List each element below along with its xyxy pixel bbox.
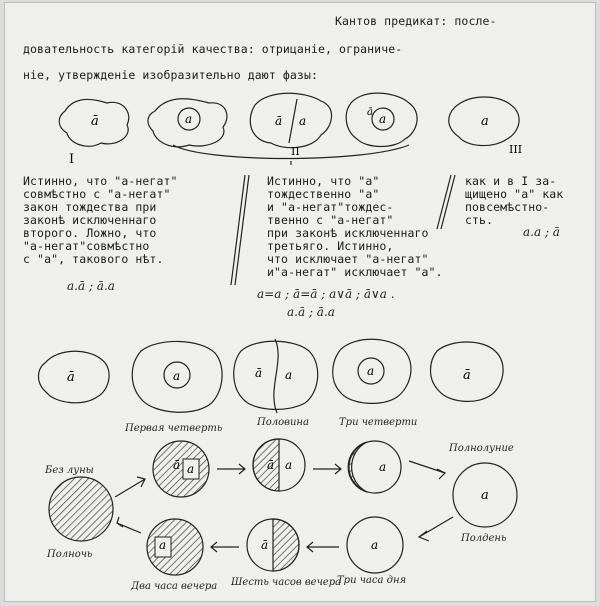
- arrow: [313, 464, 341, 474]
- moon-label: a: [159, 538, 167, 552]
- moon-label: ā: [173, 458, 181, 472]
- moon-label: a: [187, 462, 195, 476]
- moon-first-quarter: [153, 441, 209, 497]
- caption-noon: Полдень: [461, 533, 507, 544]
- col2-line: и"а-негат" исключает "а".: [267, 265, 443, 279]
- sketch-canvas: [5, 3, 597, 603]
- caption-two-hours: Два часа вечера: [131, 581, 218, 592]
- roman-numeral: II: [291, 145, 300, 158]
- top-label: a: [185, 112, 193, 126]
- col1-line: с "а", такового нѣт.: [23, 252, 164, 266]
- col1-line: Истинно, что "а-негат": [23, 174, 178, 188]
- col1-line: законѣ исключеннаго: [23, 213, 157, 227]
- col3-line: повсемѣстно-: [465, 200, 550, 214]
- typed-line-2: довательность категорій качества: отрицаніе, ограниче-: [23, 42, 403, 56]
- top-label: ā: [367, 107, 373, 118]
- moon-label: a: [481, 488, 489, 503]
- col2-line: что исключает "а-негат": [267, 252, 429, 266]
- col1-line: "а-негат"совмѣстно: [23, 239, 150, 253]
- caption-six-hours: Шесть часов вечера: [231, 577, 342, 588]
- second-label: a: [173, 369, 181, 383]
- top-label: ā: [91, 114, 99, 129]
- moon-half-shade: [253, 439, 279, 491]
- col2-line: третьяго. Истинно,: [267, 239, 394, 253]
- second-label: ā: [463, 368, 471, 383]
- second-label: a: [285, 368, 293, 382]
- col2-line: твенно с "а-негат": [267, 213, 394, 227]
- top-label: a: [481, 114, 489, 129]
- moon-three-quarters-shade: [348, 442, 367, 492]
- col2-line: Истинно, что "а": [267, 174, 380, 188]
- col1-line: закон тождества при: [23, 200, 157, 214]
- typed-line-3: ніе, утвержденіе изобразительно дают фазы:: [23, 68, 318, 82]
- second-phase-divider-3: [274, 339, 278, 413]
- separator-lines: [231, 175, 455, 285]
- formula-middle-1: a=a ; ā=ā ; a∨ā ; ā∨a .: [257, 287, 395, 301]
- caption-three-quarters: Три четверти: [339, 417, 418, 428]
- arrow: [117, 517, 141, 533]
- formula-left: a.ā ; ā.a: [67, 279, 115, 293]
- arrow: [217, 464, 245, 474]
- top-label: ā: [275, 114, 283, 128]
- second-label: ā: [67, 370, 75, 385]
- caption-full-moon: Полнолуние: [449, 443, 514, 454]
- formula-middle-2: a.ā ; ā.a: [287, 305, 335, 319]
- caption-first-quarter: Первая четверть: [125, 423, 223, 434]
- arrow: [211, 542, 239, 552]
- moon-label: a: [379, 460, 387, 474]
- col2-line: при законѣ исключеннаго: [267, 226, 429, 240]
- arrow: [115, 477, 145, 497]
- col3-line: как и в I за-: [465, 174, 557, 188]
- caption-three-hours: Три часа дня: [337, 575, 407, 586]
- document-page: [4, 2, 596, 602]
- col3-line: сть.: [465, 213, 494, 227]
- caption-midnight: Полночь: [47, 549, 93, 560]
- top-phase-divider-3: [289, 99, 297, 143]
- top-label: a: [379, 112, 387, 126]
- arrow: [409, 461, 445, 479]
- col2-line: тождественно "а": [267, 187, 380, 201]
- formula-right-margin: a.a ; ā: [523, 225, 560, 239]
- col3-line: щищено "а" как: [465, 187, 564, 201]
- moon-six-hours-shade: [273, 519, 299, 571]
- caption-half: Половина: [257, 417, 309, 428]
- second-label: a: [367, 364, 375, 378]
- col1-line: совмѣстно с "а-негат": [23, 187, 171, 201]
- roman-numeral: I: [69, 152, 75, 167]
- top-label: a: [299, 114, 307, 128]
- moon-label: ā: [261, 538, 269, 552]
- roman-numeral: III: [509, 143, 523, 156]
- moon-label: a: [371, 538, 379, 552]
- caption-no-moon: Без луны: [45, 465, 94, 476]
- top-phase-blob-3: [250, 93, 331, 147]
- arrow: [307, 542, 339, 552]
- moon-label: ā: [267, 458, 275, 472]
- second-label: ā: [255, 366, 263, 380]
- moon-label: a: [285, 458, 293, 472]
- typed-line-1: Кантов предикат: после-: [335, 14, 497, 28]
- moon-no-moon: [49, 477, 113, 541]
- col2-line: и "а-негат"тождес-: [267, 200, 394, 214]
- col1-line: второго. Ложно, что: [23, 226, 157, 240]
- arrow: [419, 517, 453, 541]
